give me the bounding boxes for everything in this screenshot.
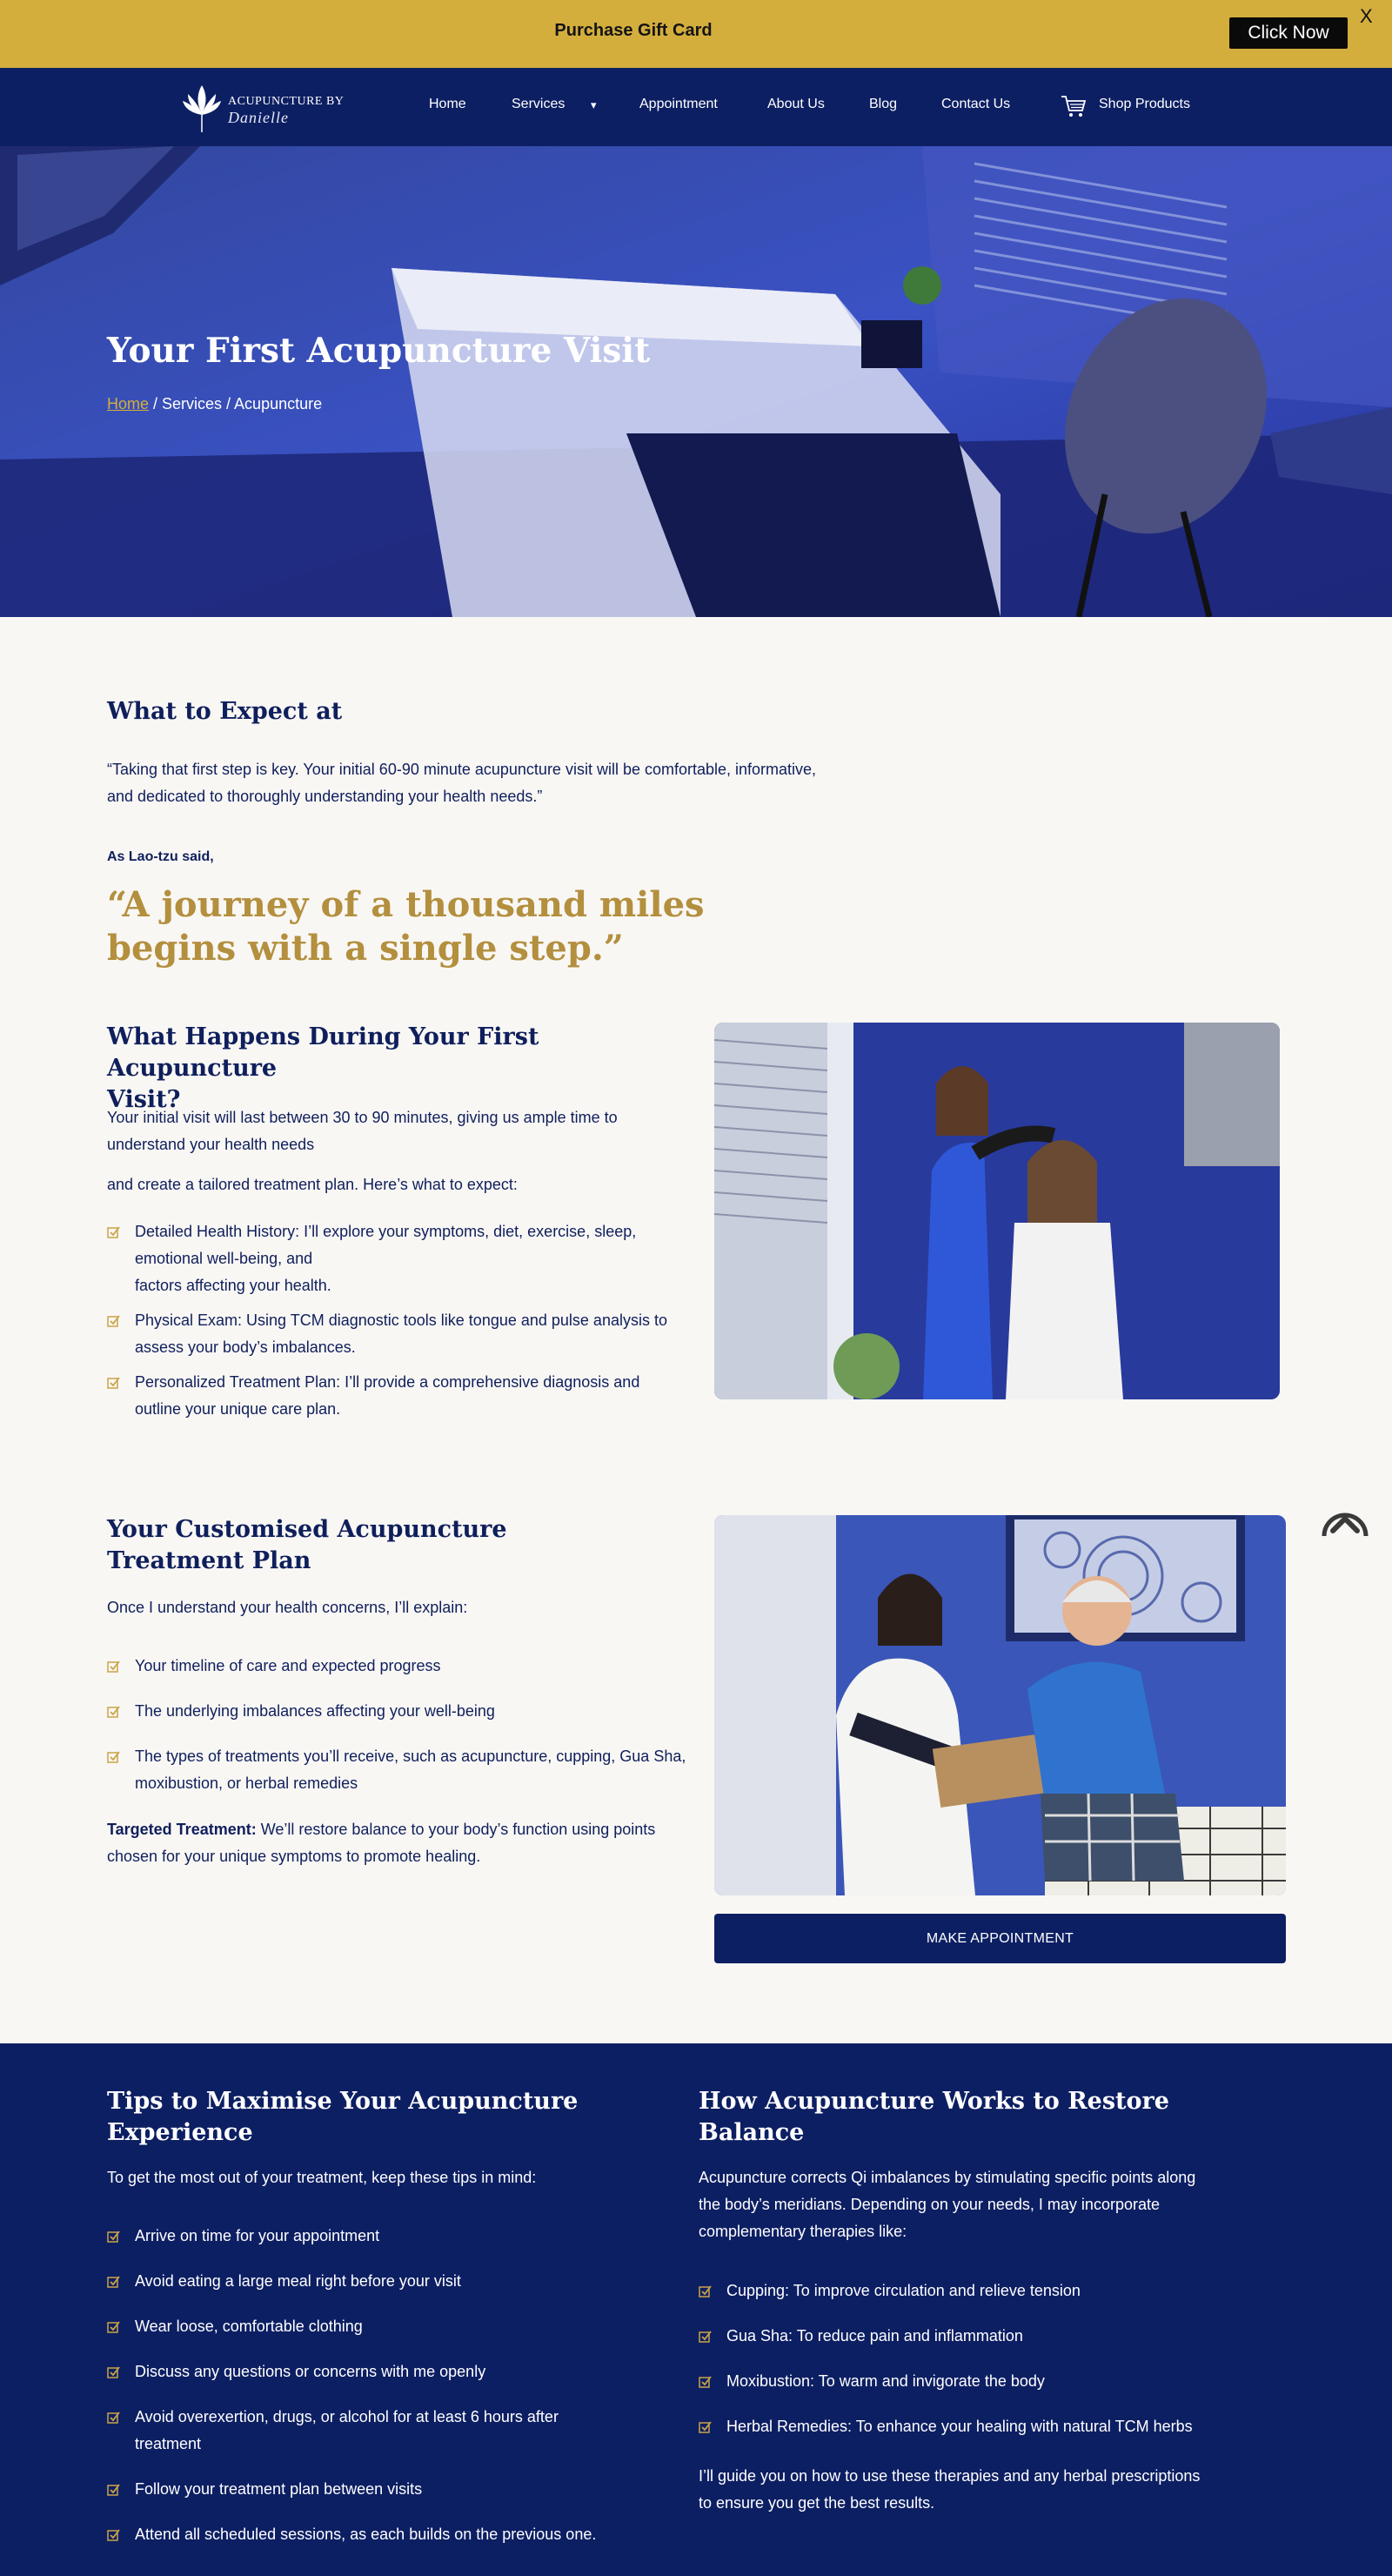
list-item (107, 1369, 716, 1423)
breadcrumb-trail: / Services / Acupuncture (149, 395, 323, 413)
expect-paragraph-line: “Taking that first step is key. Your initial 60-90 minute acupuncture visit will be comfortable, informative, (107, 761, 817, 778)
intro-line: complementary therapies like: (699, 2223, 907, 2240)
intro-line: understand your health needs (107, 1136, 315, 1153)
checkbox-icon (107, 2320, 120, 2333)
list-item (107, 2313, 629, 2340)
list-item-text: moxibustion, or herbal remedies (135, 1774, 358, 1792)
list-item-text: outline your unique care plan. (135, 1400, 341, 1418)
heading-line: Your Customised Acupuncture (107, 1516, 507, 1543)
checkbox-icon (107, 2528, 120, 2541)
quote-line: “A journey of a thousand miles (107, 884, 705, 925)
list-item-text: Follow your treatment plan between visits (135, 2480, 423, 2498)
treatment-plan-list (107, 1653, 716, 1797)
tips-intro: To get the most out of your treatment, keep these tips in mind: (107, 2169, 537, 2186)
checkbox-icon (699, 2330, 712, 2343)
checkbox-icon (107, 1314, 120, 1327)
checkbox-icon (107, 2411, 120, 2424)
banner-text: Purchase Gift Card (554, 21, 713, 40)
list-item (107, 1698, 716, 1725)
outro-line: to ensure you get the best results. (699, 2494, 935, 2512)
nav-item-shop-products[interactable]: Shop Products (1099, 97, 1190, 111)
list-item-text: Detailed Health History: I’ll explore your symptoms, diet, exercise, sleep, (135, 1223, 637, 1240)
list-item (699, 2368, 1255, 2395)
nav-item-blog[interactable]: Blog (869, 97, 898, 111)
first-visit-intro (107, 1104, 716, 1158)
cart-icon[interactable] (1060, 94, 1088, 118)
checkbox-icon (107, 2275, 120, 2288)
list-item (107, 2404, 629, 2458)
nav-item-appointment[interactable]: Appointment (639, 97, 718, 111)
checkbox-icon (107, 1705, 120, 1718)
logo-script-text: Danielle (228, 109, 289, 126)
list-item-text: emotional well-being, and (135, 1250, 313, 1267)
list-item (107, 2476, 629, 2503)
heading-line: Tips to Maximise Your Acupuncture (107, 2088, 579, 2115)
lao-tzu-quote (107, 883, 705, 970)
intro-line: Acupuncture corrects Qi imbalances by stimulating specific points along (699, 2169, 1196, 2186)
heading-line: What Happens During Your First Acupuncture (107, 1023, 539, 1082)
consultation-image (714, 1515, 1286, 1895)
quote-line: begins with a single step.” (107, 928, 624, 969)
click-now-button[interactable]: Click Now (1229, 17, 1348, 49)
list-item-text: Discuss any questions or concerns with me openly (135, 2363, 486, 2380)
list-item-text: Cupping: To improve circulation and relieve tension (726, 2282, 1081, 2299)
list-item (107, 1307, 716, 1361)
nav-item-contact-us[interactable]: Contact Us (941, 97, 1011, 111)
hero-banner (0, 146, 1392, 617)
chevron-down-icon[interactable]: ▾ (591, 98, 597, 111)
checkbox-icon (699, 2284, 712, 2298)
list-item-text: assess your body’s imbalances. (135, 1338, 356, 1356)
list-item (107, 2521, 629, 2548)
how-acupuncture-works-heading (699, 2086, 1169, 2149)
expect-paragraph-line: and dedicated to thoroughly understanding your health needs.” (107, 788, 543, 805)
list-item (699, 2413, 1255, 2440)
list-item-text: treatment (135, 2435, 202, 2452)
targeted-treatment-text (107, 1816, 716, 1870)
list-item (107, 1653, 716, 1680)
list-item-text: Arrive on time for your appointment (135, 2227, 380, 2244)
breadcrumb-home-link[interactable]: Home (107, 395, 150, 413)
targeted-treatment-label: Targeted Treatment: (107, 1821, 257, 1838)
list-item (107, 2223, 629, 2250)
checkbox-icon (107, 2230, 120, 2243)
how-intro (699, 2164, 1255, 2245)
treatment-plan-intro: Once I understand your health concerns, I’ll explain: (107, 1599, 468, 1616)
intro-line: Your initial visit will last between 30 to 90 minutes, giving us ample time to (107, 1109, 618, 1126)
list-item-text: Wear loose, comfortable clothing (135, 2318, 363, 2335)
checkbox-icon (107, 1376, 120, 1389)
list-item-text: Personalized Treatment Plan: I’ll provide a comprehensive diagnosis and (135, 1373, 640, 1391)
list-item-text: Moxibustion: To warm and invigorate the body (726, 2372, 1045, 2390)
list-item (107, 1743, 716, 1797)
list-item (107, 2358, 629, 2385)
breadcrumb (107, 395, 322, 413)
list-item-text: The underlying imbalances affecting your well-being (135, 1702, 495, 1720)
targeted-treatment-line: chosen for your unique symptoms to promote healing. (107, 1848, 481, 1865)
list-item (699, 2323, 1255, 2350)
list-item-text: Herbal Remedies: To enhance your healing with natural TCM herbs (726, 2418, 1193, 2435)
tips-heading (107, 2086, 578, 2149)
list-item-text: Your timeline of care and expected progress (135, 1657, 441, 1674)
scroll-to-top-icon[interactable] (1321, 1501, 1369, 1541)
site-logo[interactable] (177, 80, 360, 134)
tips-list (107, 2223, 629, 2548)
therapies-list (699, 2277, 1255, 2440)
acupuncture-session-image (714, 1023, 1280, 1399)
make-appointment-button[interactable]: MAKE APPOINTMENT (714, 1914, 1286, 1963)
expect-heading: What to Expect at (107, 698, 343, 725)
list-item-text: Avoid overexertion, drugs, or alcohol for at least 6 hours after (135, 2408, 559, 2425)
first-visit-intro-2: and create a tailored treatment plan. Here’s what to expect: (107, 1176, 518, 1193)
page-title: Your First Acupuncture Visit (107, 331, 651, 371)
treatment-plan-heading (107, 1514, 507, 1577)
heading-line: Balance (699, 2119, 805, 2146)
list-item (107, 1218, 716, 1299)
list-item-text: Physical Exam: Using TCM diagnostic tools like tongue and pulse analysis to (135, 1311, 667, 1329)
checkbox-icon (107, 1225, 120, 1238)
logo-text: ACUPUNCTURE BY (228, 95, 345, 108)
list-item-text: Avoid eating a large meal right before your visit (135, 2272, 461, 2290)
heading-line: Treatment Plan (107, 1547, 311, 1574)
expect-paragraph (107, 756, 890, 810)
targeted-treatment-line: We’ll restore balance to your body’s function using points (256, 1821, 656, 1838)
checkbox-icon (699, 2375, 712, 2388)
checkbox-icon (107, 2365, 120, 2378)
heading-line: Experience (107, 2119, 253, 2146)
nav-item-home[interactable]: Home (429, 97, 466, 111)
close-banner-button[interactable]: X (1360, 5, 1373, 27)
lotus-icon (177, 80, 226, 134)
checkbox-icon (107, 1660, 120, 1673)
checkbox-icon (107, 2483, 120, 2496)
how-outro (699, 2463, 1255, 2517)
main-navigation (0, 68, 1392, 146)
intro-line: the body’s meridians. Depending on your needs, I may incorporate (699, 2196, 1160, 2213)
first-visit-heading (107, 1022, 699, 1116)
practitioner-photo-1 (714, 1023, 1280, 1399)
nav-item-services[interactable]: Services (512, 97, 566, 111)
tips-and-how-section (0, 2043, 1392, 2576)
list-item-text: factors affecting your health. (135, 1277, 331, 1294)
treatment-room-image (0, 146, 1392, 617)
list-item-text: The types of treatments you’ll receive, such as acupuncture, cupping, Gua Sha, (135, 1748, 686, 1765)
heading-line: How Acupuncture Works to Restore (699, 2088, 1169, 2115)
list-item (699, 2277, 1255, 2304)
list-item-text: Gua Sha: To reduce pain and inflammation (726, 2327, 1023, 2345)
gift-card-banner (0, 0, 1392, 68)
first-visit-list (107, 1218, 716, 1423)
list-item-text: Attend all scheduled sessions, as each builds on the previous one. (135, 2526, 597, 2543)
checkbox-icon (699, 2420, 712, 2433)
heading-line: Visit? (107, 1086, 181, 1113)
outro-line: I’ll guide you on how to use these therapies and any herbal prescriptions (699, 2467, 1201, 2485)
nav-item-about-us[interactable]: About Us (767, 97, 825, 111)
quote-intro: As Lao-tzu said, (107, 849, 214, 864)
list-item (107, 2268, 629, 2295)
checkbox-icon (107, 1750, 120, 1763)
practitioner-photo-2 (714, 1515, 1286, 1895)
